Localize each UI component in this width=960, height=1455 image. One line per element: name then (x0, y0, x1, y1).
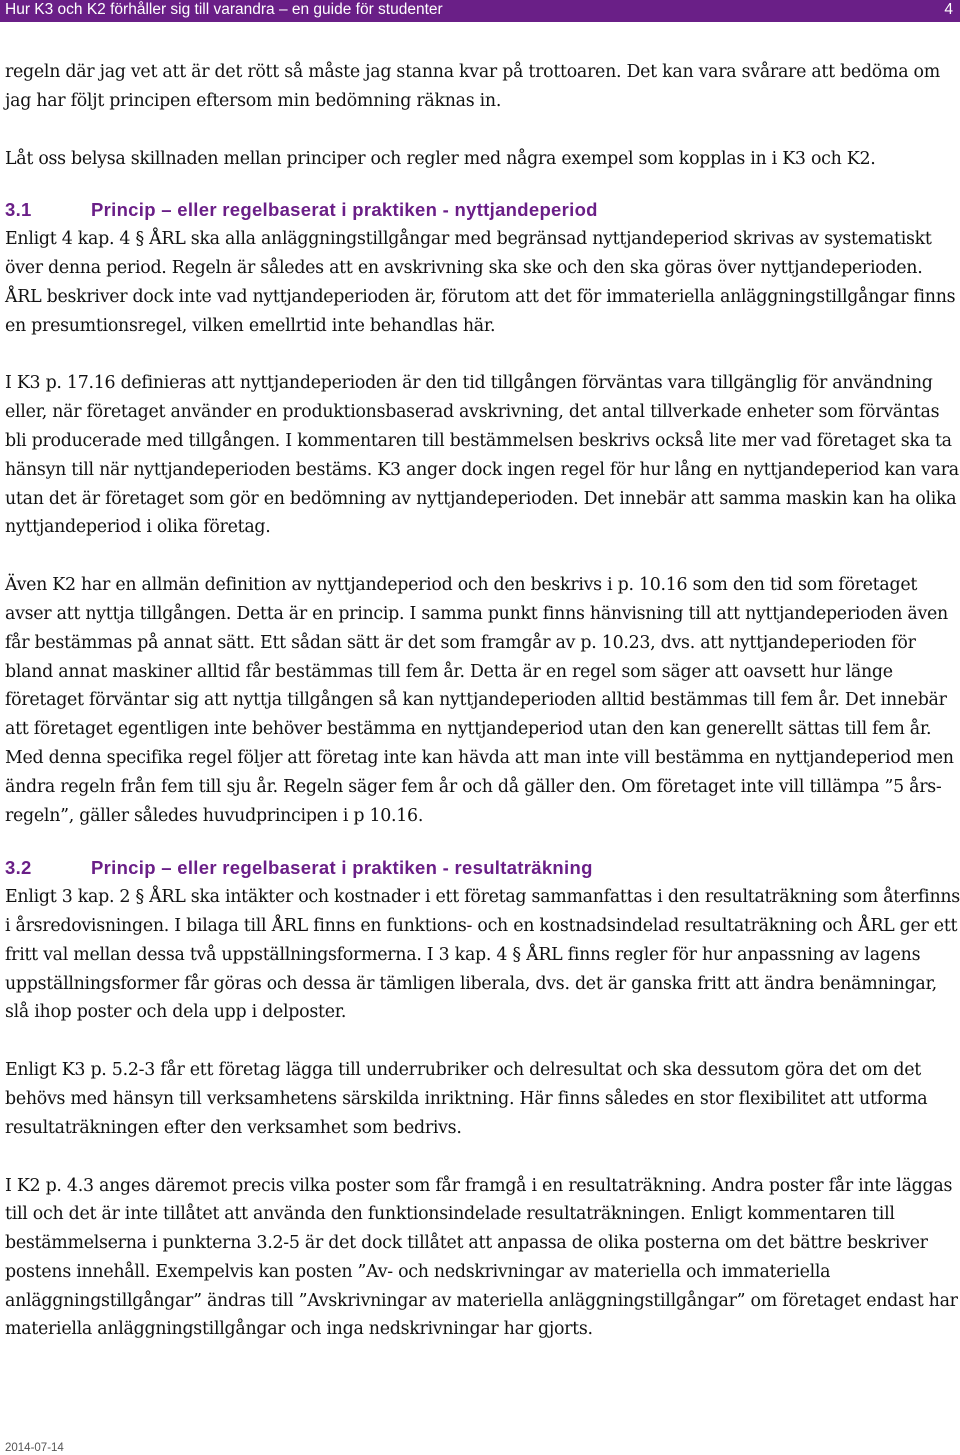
section-heading-3-1 (5, 196, 960, 225)
footer-date: 2014-07-14 (5, 1442, 64, 1454)
section-number: 3.2 (5, 857, 32, 879)
section-title: Princip – eller regelbaserat i praktiken - resultaträkning (91, 857, 593, 879)
section-heading-3-2 (5, 854, 960, 883)
paragraph-k2-resultatrakning: I K2 p. 4.3 anges däremot precis vilka poster som får framgå i en resultaträkning. Andra poster får inte läggas till och det är inte tillåtet att använda den funktionsindelade resultaträkningen. Enligt kommentaren till bestämmelserna i punkterna 3.2-5 är det dock tillåtet att anpassa de olika posterna om det bättre beskriver postens innehåll. Exempelvis kan posten ”Av- och nedskrivningar av materiella och immateriella anläggningstillgångar” ändras till ”Avskrivningar av materiella anläggningstillgångar” om företaget endast har materiella anläggningstillgångar och inga nedskrivningar har gjorts. (5, 1175, 958, 1340)
page-number: 4 (944, 1, 953, 18)
paragraph-k3-nyttjandeperiod: I K3 p. 17.16 definieras att nyttjandeperioden är den tid tillgången förväntas vara tillgänglig för användning eller, när företaget använder en produktionsbaserad avskrivning, det antal tillverkade enheter som förväntas bli producerade med tillgången. I kommentaren till bestämmelsen beskrivs också lite mer vad företaget ska ta hänsyn till när nyttjandeperioden bestäms. K3 anger dock ingen regel för hur lång en nyttjandeperiod kan vara utan det är företaget som gör en bedömning av nyttjandeperioden. Det innebär att samma maskin kan ha olika nyttjandeperiod i olika företag. (5, 373, 959, 538)
paragraph-trafikregel: regeln där jag vet att är det rött så måste jag stanna kvar på trottoaren. Det kan vara svårare att bedöma om jag har följt principen eftersom min bedömning räknas in. (5, 62, 940, 111)
paragraph-k2-nyttjandeperiod: Även K2 har en allmän definition av nyttjandeperiod och den beskrivs i p. 10.16 som den tid som företaget avser att nyttja tillgången. Detta är en princip. I samma punkt finns hänvisning till att nyttjandeperioden även får bestämmas på annat sätt. Ett sådan sätt är det som framgår av p. 10.23, dvs. att nyttjandeperioden för bland annat maskiner alltid får bestämmas till fem år. Detta är en regel som säger att oavsett hur länge företaget förväntar sig att nyttja tillgången så kan nyttjandeperioden alltid bestämmas till fem år. Det innebär att företaget egentligen inte behöver bestämma en nyttjandeperiod utan den kan generellt sättas till fem år. Med denna specifika regel följer att företag inte kan hävda att man inte vill bestämma en nyttjandeperiod men ändra regeln från fem till sju år. Regeln säger fem år och då gäller den. Om företaget inte vill tillämpa ”5 års-regeln”, gäller således huvudprincipen i p 10.16. (5, 575, 954, 826)
paragraph-intro-exempel: Låt oss belysa skillnaden mellan principer och regler med några exempel som kopplas in i K3 och K2. (5, 148, 876, 169)
document-title: Hur K3 och K2 förhåller sig till varandra – en guide för studenter (5, 1, 443, 18)
paragraph-k3-resultatrakning: Enligt K3 p. 5.2-3 får ett företag lägga till underrubriker och delresultat och ska dessutom göra det om det behövs med hänsyn till verksamhetens särskilda inriktning. Här finns således en stor flexibilitet att utforma resultaträkningen efter den verksamhet som bedrivs. (5, 1060, 928, 1138)
page-header (0, 0, 960, 22)
paragraph-arl-nyttjandeperiod: Enligt 4 kap. 4 § ÅRL ska alla anläggningstillgångar med begränsad nyttjandeperiod skrivas av systematiskt över denna period. Regeln är således att en avskrivning ska ske och den ska göras över nyttjandeperioden. ÅRL beskriver dock inte vad nyttjandeperioden är, förutom att det för immateriella anläggningstillgångar finns en presumtionsregel, vilken emellrtid inte behandlas här. (5, 229, 956, 336)
paragraph-arl-resultatrakning: Enligt 3 kap. 2 § ÅRL ska intäkter och kostnader i ett företag sammanfattas i den resultaträkning som återfinns i årsredovisningen. I bilaga till ÅRL finns en funktions- och en kostnadsindelad resultaträkning och ÅRL ger ett fritt val mellan dessa två uppställningsformerna. I 3 kap. 4 § ÅRL finns regler för hur anpassning av lagens uppställningsformer får göras och dessa är tämligen liberala, dvs. det är ganska fritt att ändra benämningar, slå ihop poster och dela upp i delposter. (5, 887, 960, 1023)
document-body (5, 58, 960, 1344)
section-title: Princip – eller regelbaserat i praktiken - nyttjandeperiod (91, 199, 598, 221)
section-number: 3.1 (5, 199, 32, 221)
